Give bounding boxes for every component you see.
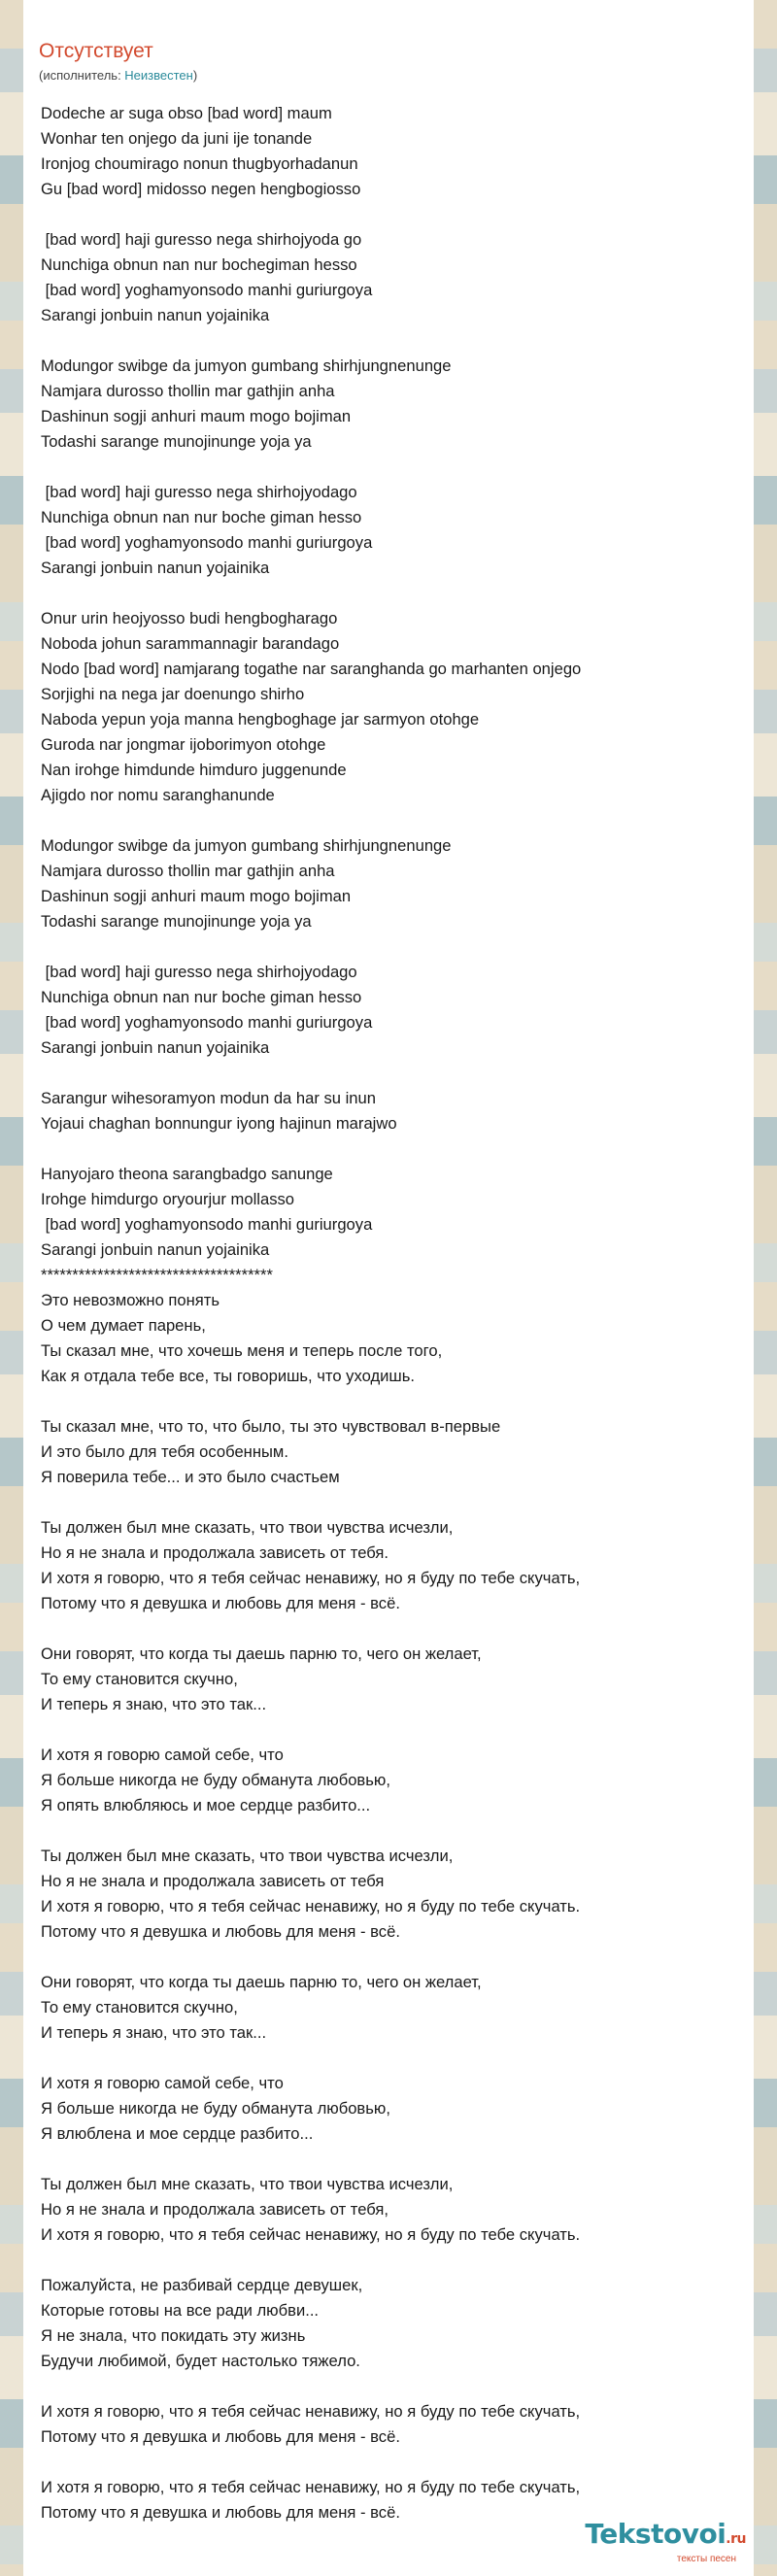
logo-tagline: тексты песен [676,2554,736,2564]
artist-prefix: (исполнитель: [39,68,125,83]
artist-suffix: ) [192,68,198,83]
site-logo[interactable] [585,2520,746,2565]
content-page [23,0,754,2576]
logo-name: Tekstovoi [585,2518,726,2550]
logo-suffix: .ru [726,2531,746,2547]
artist-link[interactable]: Неизвестен [124,68,193,83]
logo-wordmark [585,2520,746,2554]
lyrics-text: Dodeche ar suga obso [bad word] maum Wonhar ten onjego da juni ije tonande Ironjog choumirago nonun thugbyorhadanun Gu [bad word] midosso negen hengbogiosso [bad word] haji guresso nega shirhojyoda go Nunchiga obnun nan nur bochegiman hesso [bad word] yoghamyonsodo manhi guriurgoya Sarangi jonbuin nanun yojainika Modungor swibge da jumyon gumbang shirhjungnenunge Namjara durosso thollin mar gathjin anha Dashinun sogji anhuri maum mogo bojiman Todashi sarange munojinunge yoja ya [bad word] haji guresso nega shirhojyodago Nunchiga obnun nan nur boche giman hesso [bad word] yoghamyonsodo manhi guriurgoya Sarangi jonbuin nanun yojainika Onur urin heojyosso budi hengbogharago Noboda johun sarammannagir barandago Nodo [bad word] namjarang togathe nar saranghanda go marhanten onjego Sorjighi na nega jar doenungo shirho Naboda yepun yoja manna hengboghage jar sarmyon otohge Guroda nar jongmar ijoborimyon otohge Nan irohge himdunde himduro juggenunde Ajigdo nor nomu saranghanunde Modungor swibge da jumyon gumbang shirhjungnenunge Namjara durosso thollin mar gathjin anha Dashinun sogji anhuri maum mogo bojiman Todashi sarange munojinunge yoja ya [bad word] haji guresso nega shirhojyodago Nunchiga obnun nan nur boche giman hesso [bad word] yoghamyonsodo manhi guriurgoya Sarangi jonbuin nanun yojainika Sarangur wihesoramyon modun da har su inun Yojaui chaghan bonnungur iyong hajinun marajwo Hanyojaro theona sarangbadgo sanunge Irohge himdurgo oryourjur mollasso [bad word] yoghamyonsodo manhi guriurgoya Sarangi jonbuin nanun yojainika ************************************* Это невозможно понять О чем думает парень, Ты сказал мне, что хочешь меня и теперь после того, Как я отдала тебе все, ты говоришь, что уходишь. Ты сказал мне, что то, что было, ты это чувствовал в-первые И это было для тебя особенным. Я поверила тебе... и это было счастьем Ты должен был мне сказать, что твои чувства исчезли, Но я не знала и продолжала зависеть от тебя. И хотя я говорю, что я тебя сейчас ненавижу, но я буду по тебе скучать, Потому что я девушка и любовь для меня - всё. Они говорят, что когда ты даешь парню то, чего он желает, То ему становится скучно, И теперь я знаю, что это так... И хотя я говорю самой себе, что Я больше никогда не буду обманута любовью, Я опять влюбляюсь и мое сердце разбито... Ты должен был мне сказать, что твои чувства исчезли, Но я не знала и продолжала зависеть от тебя И хотя я говорю, что я тебя сейчас ненавижу, но я буду по тебе скучать. Потому что я девушка и любовь для меня - всё. Они говорят, что когда ты даешь парню то, чего он желает, То ему становится скучно, И теперь я знаю, что это так... И хотя я говорю самой себе, что Я больше никогда не буду обманута любовью, Я влюблена и мое сердце разбито... Ты должен был мне сказать, что твои чувства исчезли, Но я не знала и продолжала зависеть от тебя, И хотя я говорю, что я тебя сейчас ненавижу, но я буду по тебе скучать. Пожалуйста, не разбивай сердце девушек, Которые готовы на все ради любви... Я не знала, что покидать эту жизнь Будучи любимой, будет настолько тяжело. И хотя я говорю, что я тебя сейчас ненавижу, но я буду по тебе скучать, Потому что я девушка и любовь для меня - всё. И хотя я говорю, что я тебя сейчас ненавижу, но я буду по тебе скучать, Потому что я девушка и любовь для меня - всё. [41,104,582,2522]
artist-line [39,68,738,84]
song-title: Отсутствует [39,40,153,62]
song-header [39,39,738,84]
